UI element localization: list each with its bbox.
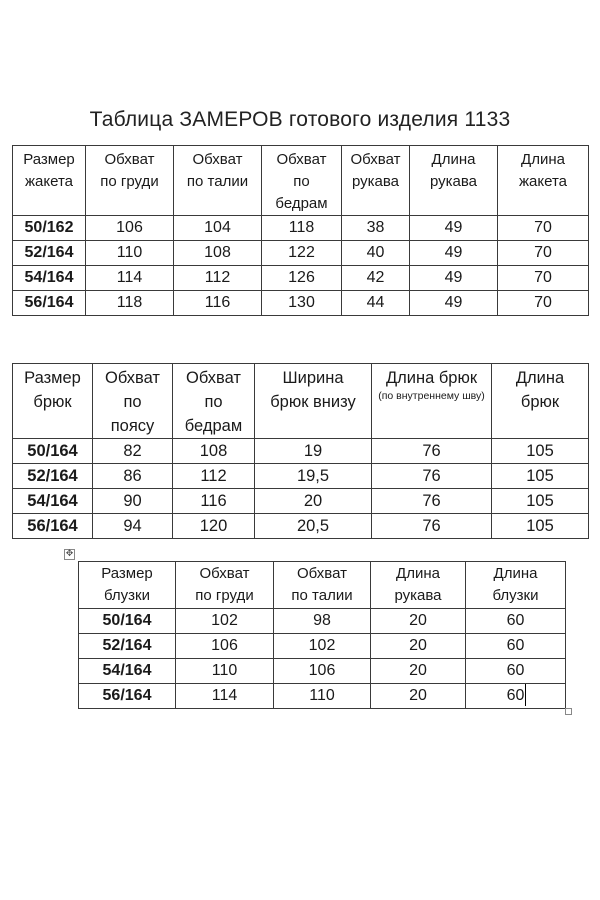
table-row	[79, 634, 566, 659]
table-cell: 105	[492, 489, 589, 514]
table-cell: 112	[174, 266, 262, 291]
page-title: Таблица ЗАМЕРОВ готового изделия 1133	[89, 108, 511, 131]
table-cell: 19	[255, 439, 372, 464]
table-cell: 20	[371, 659, 466, 684]
table-cell: 116	[173, 489, 255, 514]
header-cell: Обхват по груди	[176, 562, 274, 609]
table-header-row	[13, 146, 589, 216]
table-header-row	[79, 562, 566, 609]
header-cell: Обхват по талии	[174, 146, 262, 216]
header-cell: Длина рукава	[410, 146, 498, 216]
table-cell: 70	[498, 266, 589, 291]
size-cell: 54/164	[79, 659, 176, 684]
table-cell: 82	[93, 439, 173, 464]
table-row	[79, 609, 566, 634]
size-cell: 56/164	[13, 514, 93, 539]
size-cell: 52/164	[79, 634, 176, 659]
table-cell: 126	[262, 266, 342, 291]
table-cell: 122	[262, 241, 342, 266]
table-row	[13, 266, 589, 291]
table-cell: 114	[176, 684, 274, 709]
table-row	[13, 291, 589, 316]
table-cell: 20	[371, 609, 466, 634]
table-row	[13, 489, 589, 514]
table-cell: 20,5	[255, 514, 372, 539]
table-cell: 49	[410, 266, 498, 291]
table-cell: 102	[274, 634, 371, 659]
table-cell: 106	[86, 216, 174, 241]
table-cell: 108	[174, 241, 262, 266]
size-cell: 54/164	[13, 266, 86, 291]
table-cell: 94	[93, 514, 173, 539]
table-row	[79, 684, 566, 709]
size-cell: 52/164	[13, 241, 86, 266]
table-cell: 19,5	[255, 464, 372, 489]
table-header-row	[13, 364, 589, 439]
pants-measurements-table	[12, 363, 589, 539]
table-cell: 76	[372, 439, 492, 464]
header-cell: Обхват по поясу	[93, 364, 173, 439]
table-cell: 76	[372, 464, 492, 489]
header-cell: Размер жакета	[13, 146, 86, 216]
length-note: (по внутреннему шву)	[378, 390, 485, 402]
table-cell: 102	[176, 609, 274, 634]
header-cell: Длина рукава	[371, 562, 466, 609]
text-cursor	[525, 684, 526, 706]
table-row	[13, 216, 589, 241]
header-cell: Обхват по бедрам	[262, 146, 342, 216]
header-cell: Длина блузки	[466, 562, 566, 609]
size-cell: 56/164	[79, 684, 176, 709]
table-cell: 105	[492, 439, 589, 464]
table-cell: 76	[372, 514, 492, 539]
table-cell: 104	[174, 216, 262, 241]
table-row	[79, 659, 566, 684]
header-cell: Размер блузки	[79, 562, 176, 609]
size-cell: 56/164	[13, 291, 86, 316]
table-row	[13, 514, 589, 539]
table-cell: 60	[466, 659, 566, 684]
size-cell: 54/164	[13, 489, 93, 514]
resize-handle-icon[interactable]	[565, 708, 572, 715]
table-cell: 20	[371, 634, 466, 659]
header-cell: Длина брюк (по внутреннему шву)	[372, 364, 492, 439]
table-cell: 40	[342, 241, 410, 266]
table-row	[13, 241, 589, 266]
table-cell: 112	[173, 464, 255, 489]
table-cell: 60	[466, 609, 566, 634]
move-handle-icon[interactable]: ✥	[65, 549, 74, 559]
table-cell: 42	[342, 266, 410, 291]
header-cell: Размер брюк	[13, 364, 93, 439]
table-cell: 98	[274, 609, 371, 634]
table-cell: 76	[372, 489, 492, 514]
table-cell: 49	[410, 241, 498, 266]
table-cell: 105	[492, 464, 589, 489]
table-cell: 110	[176, 659, 274, 684]
size-cell: 52/164	[13, 464, 93, 489]
table-cell: 108	[173, 439, 255, 464]
table-cell: 86	[93, 464, 173, 489]
table-cell: 49	[410, 216, 498, 241]
table-row	[13, 439, 589, 464]
table-cell: 116	[174, 291, 262, 316]
header-cell: Обхват рукава	[342, 146, 410, 216]
table-cell: 70	[498, 241, 589, 266]
table-cell: 70	[498, 291, 589, 316]
table-cell: 70	[498, 216, 589, 241]
size-cell: 50/164	[79, 609, 176, 634]
table-cell: 110	[274, 684, 371, 709]
header-cell: Обхват по бедрам	[173, 364, 255, 439]
table-cell: 120	[173, 514, 255, 539]
table-cell: 49	[410, 291, 498, 316]
header-cell: Ширина брюк внизу	[255, 364, 372, 439]
table-cell: 130	[262, 291, 342, 316]
table-cell: 44	[342, 291, 410, 316]
table-cell: 106	[176, 634, 274, 659]
size-cell: 50/164	[13, 439, 93, 464]
table-cell: 20	[255, 489, 372, 514]
header-cell: Обхват по талии	[274, 562, 371, 609]
table-cell: 118	[86, 291, 174, 316]
table-cell: 110	[86, 241, 174, 266]
header-cell: Длина брюк	[492, 364, 589, 439]
table-cell: 20	[371, 684, 466, 709]
header-cell: Обхват по груди	[86, 146, 174, 216]
table-cell: 114	[86, 266, 174, 291]
table-cell: 118	[262, 216, 342, 241]
table-cell: 105	[492, 514, 589, 539]
table-cell: 38	[342, 216, 410, 241]
table-cell: 60	[466, 634, 566, 659]
table-cell: 60	[466, 684, 566, 709]
size-cell: 50/162	[13, 216, 86, 241]
header-cell: Длина жакета	[498, 146, 589, 216]
table-cell: 106	[274, 659, 371, 684]
table-cell: 90	[93, 489, 173, 514]
blouse-measurements-table	[78, 561, 566, 709]
table-row	[13, 464, 589, 489]
jacket-measurements-table	[12, 145, 589, 316]
